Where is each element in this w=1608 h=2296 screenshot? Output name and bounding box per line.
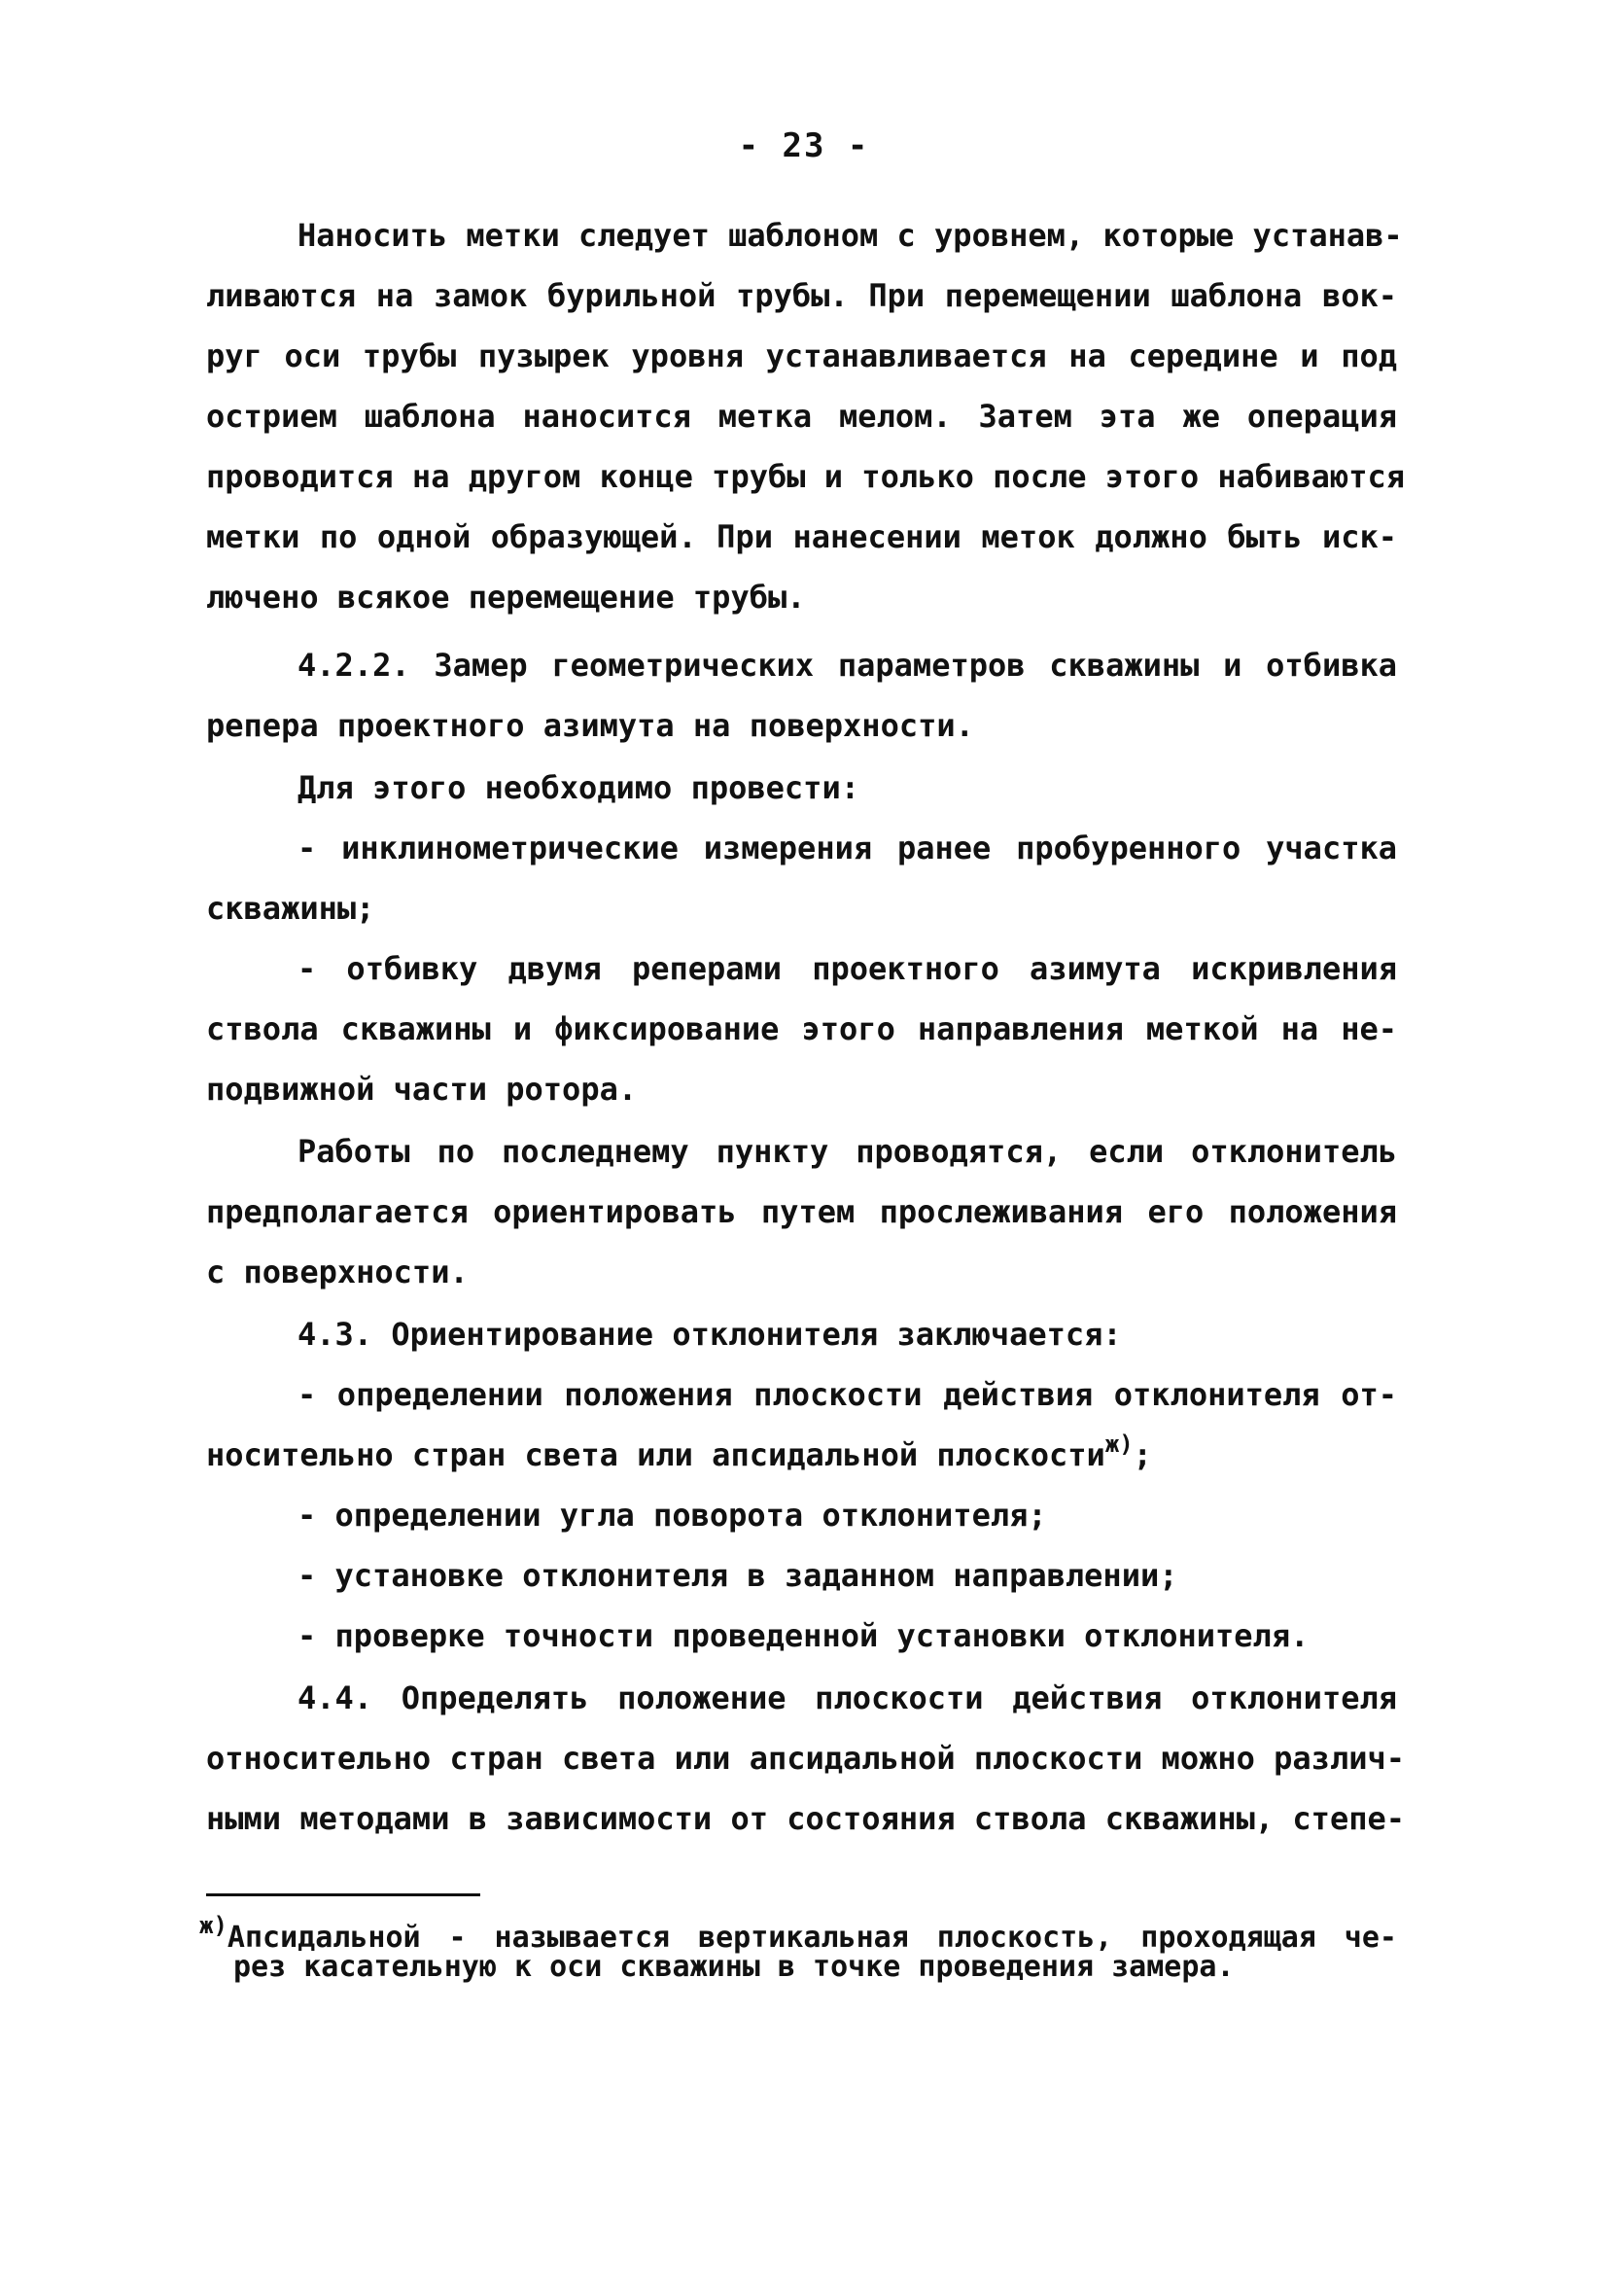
body-line-punctuation: ; [1133,1436,1152,1473]
list-item: - отбивку двумя реперами проектного азимута искривления [297,950,1397,987]
body-line: лючено всякое перемещение трубы. [206,579,806,616]
body-line: репера проектного азимута на поверхности. [206,707,974,744]
body-line: с поверхности. [206,1254,469,1290]
body-line: острием шаблона наносится метка мелом. Затем эта же операция [206,398,1397,435]
body-line: метки по одной образующей. При нанесении меток должно быть иск- [206,518,1397,555]
section-heading-4-2-2: 4.2.2. Замер геометрических параметров скважины и отбивка [297,647,1397,684]
section-heading-4-4: 4.4. Определять положение плоскости действия отклонителя [297,1679,1397,1716]
body-line: ливаются на замок бурильной трубы. При перемещении шаблона вок- [206,277,1397,314]
list-item: - определении положения плоскости действия отклонителя от- [297,1376,1397,1413]
body-line: ными методами в зависимости от состояния ствола скважины, степе- [206,1800,1405,1837]
list-item: - установке отклонителя в заданном направлении; [297,1557,1178,1594]
list-item: - проверке точности проведенной установки отклонителя. [297,1617,1310,1654]
page-number: - 23 - [738,126,870,165]
footnote-reference-mark: ж) [1104,1431,1134,1458]
body-line: Работы по последнему пункту проводятся, если отклонитель [297,1133,1397,1170]
list-item: - инклинометрические измерения ранее пробуренного участка [297,830,1397,866]
body-line: Наносить метки следует шаблоном с уровнем, которые устанав- [297,217,1403,254]
body-line: подвижной части ротора. [206,1071,638,1108]
footnote-mark: ж) [199,1912,227,1939]
body-line: относительно стран света или апсидальной плоскости можно различ- [206,1740,1405,1777]
body-line: скважины; [206,890,375,927]
list-item: - определении угла поворота отклонителя; [297,1497,1047,1534]
body-line: проводится на другом конце трубы и только после этого набиваются [206,458,1405,495]
footnote-text: Апсидальной - называется вертикальная плоскость, проходящая че- [227,1921,1397,1955]
body-line: Для этого необходимо провести: [297,769,859,806]
section-heading-4-3: 4.3. Ориентирование отклонителя заключается: [297,1316,1122,1353]
footnote-separator [206,1893,480,1896]
body-line: ствола скважины и фиксирование этого направления меткой на не- [206,1010,1397,1047]
body-line: руг оси трубы пузырек уровня устанавливается на середине и под [206,337,1397,374]
body-line: предполагается ориентировать путем прослеживания его положения [206,1193,1397,1230]
body-line-with-footnote [206,1431,1152,1474]
body-line-text: носительно стран света или апсидальной плоскости [206,1436,1105,1473]
footnote-line: рез касательную к оси скважины в точке проведения замера. [233,1950,1235,1984]
